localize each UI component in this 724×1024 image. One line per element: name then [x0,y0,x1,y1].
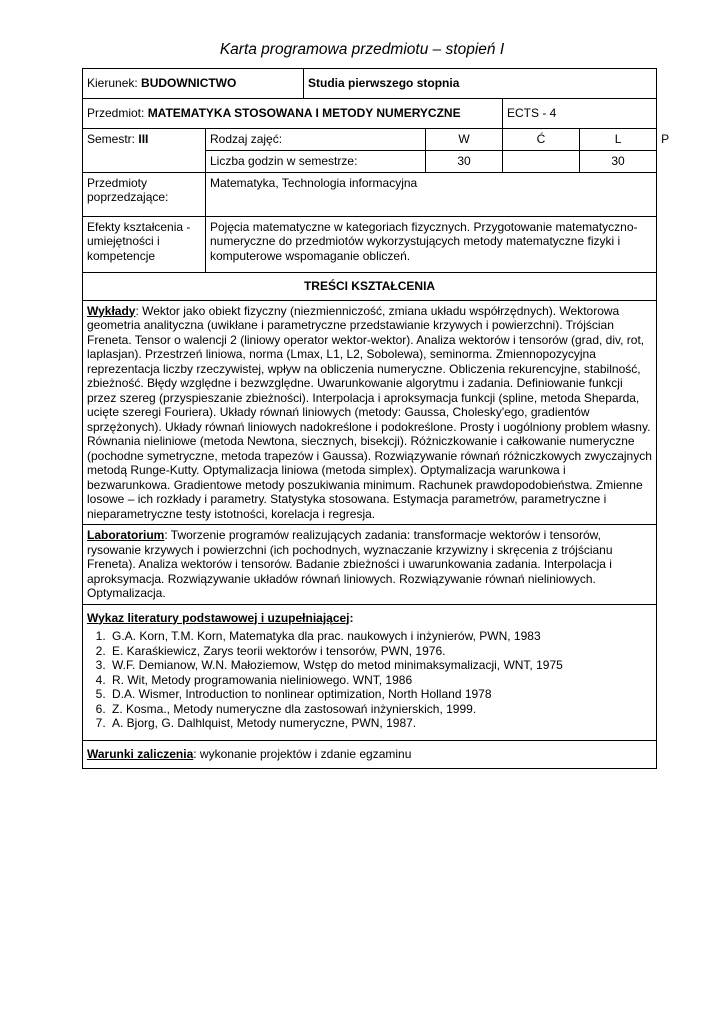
type-c: Ć [503,129,580,151]
literatura-item: 2. E. Karaśkiewicz, Zarys teorii wektorów i tensorów, PWN, 1976. [109,644,652,659]
row-efekty [83,216,657,272]
warunki-cell [83,740,657,768]
literatura-item: 7. A. Bjorg, G. Dalhlquist, Metody numeryczne, PWN, 1987. [109,716,652,731]
semestr-cell [83,129,206,173]
row-tresci [83,272,657,300]
literatura-item: 3. W.F. Demianow, W.N. Małoziemow, Wstęp do metod minimaksymalizacji, WNT, 1975 [109,658,652,673]
row-poprzedzajace [83,172,657,216]
literatura-colon: : [349,610,354,625]
semestr-value: III [138,132,149,146]
hours-l: 30 [580,151,657,173]
tresci-heading: TREŚCI KSZTAŁCENIA [83,272,657,300]
kierunek-label: Kierunek: [87,76,142,91]
literatura-cell [83,604,657,740]
type-l: L [580,129,657,151]
spacer [87,731,652,737]
przedmiot-value: MATEMATYKA STOSOWANA I METODY NUMERYCZNE [147,106,461,121]
hours-c [503,151,580,173]
godziny-label: Liczba godzin w semestrze: [206,151,426,173]
laboratorium-text: : Tworzenie programów realizujących zadania: transformacje wektorów i tensorów, rysowanie krzywych i powierzchni (ich pochodnych, wyznaczanie krzywizny i skręcenia z trójścianu Freneta). Analiza wektorów i tensorów. Badanie zbieżności i uwarunkowania zadania. Interpolacja i aproksymacja. Rozwiązywanie układów równań liniowych. Rozwiązywanie równań nieliniowych. Optymalizacja. [87,528,613,600]
type-w: W [426,129,503,151]
laboratorium-cell [83,525,657,605]
warunki-text: : wykonanie projektów i zdanie egzaminu [193,746,412,761]
literatura-list [87,629,652,731]
row-laboratorium [83,525,657,605]
hours-w: 30 [426,151,503,173]
studia-cell: Studia pierwszego stopnia [304,69,657,99]
row-warunki [83,740,657,768]
literatura-label: Wykaz literatury podstawowej i uzupełniającej [87,610,350,625]
kierunek-cell [83,69,304,99]
row-wyklady [83,300,657,525]
poprzedzajace-value: Matematyka, Technologia informacyjna [206,172,657,216]
laboratorium-label: Laboratorium [87,528,165,542]
efekty-value: Pojęcia matematyczne w kategoriach fizycznych. Przygotowanie matematyczno-numeryczne do przedmiotów wykorzystujących metody matematyczne fizyki i komputerowe wspomaganie obliczeń. [206,216,657,272]
wyklady-label: Wykłady [87,303,136,318]
rodzaj-label: Rodzaj zajęć: [206,129,426,151]
kierunek-value: BUDOWNICTWO [141,76,237,91]
literatura-item: 1. G.A. Korn, T.M. Korn, Matematyka dla prac. naukowych i inżynierów, PWN, 1983 [109,629,652,644]
efekty-label: Efekty kształcenia - umiejętności i kompetencje [83,216,206,272]
row-kierunek [83,69,657,99]
row-przedmiot [83,99,657,129]
poprzedzajace-label: Przedmioty poprzedzające: [83,172,206,216]
program-card-table [82,68,670,769]
przedmiot-cell [83,99,503,129]
semestr-label: Semestr: [87,132,139,146]
row-literatura [83,604,657,740]
literatura-item: 6. Z. Kosma., Metody numeryczne dla zastosowań inżynierskich, 1999. [109,702,652,717]
warunki-label: Warunki zaliczenia [87,746,194,761]
literatura-heading [87,611,652,626]
wyklady-text: : Wektor jako obiekt fizyczny (niezmienniczość, zmiana układu współrzędnych). Wektorowa geometria analityczna (uwikłane i parametryczne przedstawianie krzywych i powierzchni). Trójścian Freneta. Tensor o walencji 2 (liniowy operator wektor-wektor). Analiza wektorów i tensorów (grad, div, rot, laplasjan). Przestrzeń liniowa, norma (Lmax, L1, L2, Sobolewa), seminorma. Zmiennopozycyjna reprezentacja liczby rzeczywistej, wpływ na obliczenia numeryczne. Obliczenia rekurencyjne, stabilność, zbieżność. Błędy względne i bezwzględne. Uwarunkowanie algorytmu i zadania. Definiowanie funkcji przez szereg (przyspieszanie zbieżności). Interpolacja i aproksymacja funkcji (spline, metoda Sheparda, ucięte szeregi Fouriera). Układy równań liniowych (metody: Gaussa, Cholesky'ego, gradientów sprzężonych). Układy równań liniowych nadokreślone i podokreślone. Prosty i uogólniony problem własny. Równania nieliniowe (metoda Newtona, siecznych, bisekcji). Różniczkowanie i całkowanie numeryczne (pochodne symetryczne, metoda trapezów i Gaussa). Rozwiązywanie równań różniczkowych zwyczajnych metodą Runge-Kutty. Optymalizacja liniowa (metoda simplex). Optymalizacja warunkowa i bezwarunkowa. Gradientowe metody poszukiwania minimum. Rachunek prawdopodobieństwa. Zmienne losowe – ich rozkłady i parametry. Statystyka stosowana. Estymacja parametrów, parametryczne i nieparametryczne testy istotności, korelacja i regresja. [87,303,652,521]
literatura-item: 5. D.A. Wismer, Introduction to nonlinear optimization, North Holland 1978 [109,687,652,702]
row-rodzaj: Semestr: III Rodzaj zajęć: W Ć L P [83,129,657,151]
literatura-item: 4. R. Wit, Metody programowania nieliniowego. WNT, 1986 [109,673,652,688]
wyklady-cell [83,300,657,525]
przedmiot-label: Przedmiot: [87,106,148,121]
page-title: Karta programowa przedmiotu – stopień I [219,41,505,58]
ects-cell: ECTS - 4 [503,99,657,129]
